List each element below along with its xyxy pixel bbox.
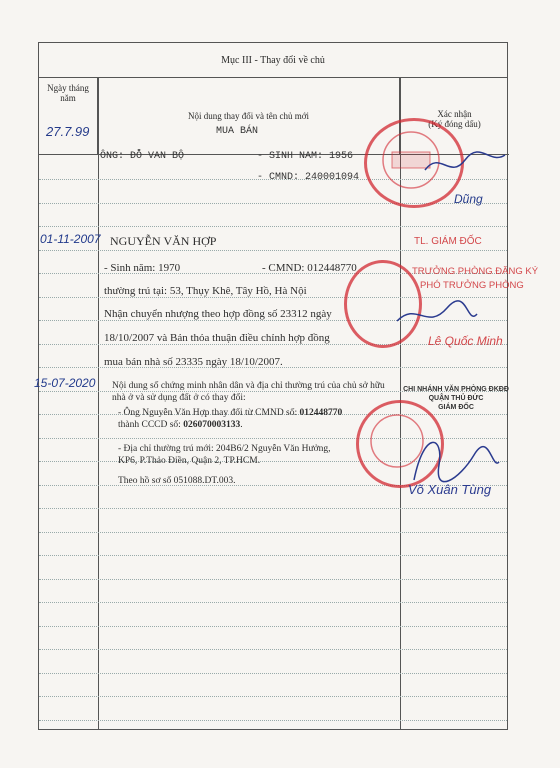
header-content-label: Nội dung thay đổi và tên chủ mới [188, 110, 309, 121]
header-date-label: Ngày tháng năm [47, 83, 89, 103]
entry2-signer: Lê Quốc Minh [428, 334, 503, 348]
ruled-line [39, 250, 507, 251]
entry3-item1-text2: thành CCCD số: [118, 420, 184, 430]
entry2-date: 01-11-2007 [40, 232, 101, 246]
entry2-stamp-title: TL. GIÁM ĐỐC [414, 236, 482, 247]
ruled-line [39, 673, 507, 674]
entry2-stamp-office: TRƯỞNG PHÒNG ĐĂNG KÝ [412, 266, 539, 277]
entry2-signature [392, 296, 482, 336]
entry3-item1-text: - Ông Nguyễn Văn Hợp thay đổi từ CMND số: [118, 408, 300, 418]
ruled-line [39, 555, 507, 556]
entry3-new-id: 026070003133 [183, 420, 241, 430]
entry2-id: - CMND: 012448770 [262, 262, 357, 274]
entry2-contract-line2: 18/10/2007 và Bản thỏa thuận điều chỉnh hợp đồng [104, 332, 330, 344]
entry3-office1: CHI NHÁNH VĂN PHÒNG ĐKĐĐ [403, 386, 509, 393]
entry1-signature [420, 140, 510, 190]
entry3-item1: - Ông Nguyễn Văn Hợp thay đổi từ CMND số: 012448770 thành CCCD số: 026070003133. [118, 408, 343, 430]
entry3-signature [404, 420, 504, 490]
entry1-signer: Dũng [454, 192, 483, 206]
ruled-line [39, 626, 507, 627]
ruled-line [39, 226, 507, 227]
entry1-type: MUA BÁN [216, 126, 259, 137]
ruled-line [39, 602, 507, 603]
entry3-office3: GIÁM ĐỐC [438, 404, 474, 411]
entry2-stamp-role: PHÓ TRƯỞNG PHÒNG [420, 280, 524, 291]
entry1-owner: ÔNG: ĐỖ VAN BỘ [100, 151, 185, 162]
entry1-date: 27.7.99 [46, 124, 90, 139]
entry3-signer: Võ Xuân Tùng [408, 482, 492, 497]
entry2-contract-line1: Nhận chuyển nhượng theo hợp đồng số 23312 ngày [104, 308, 332, 320]
header-confirm-label: Xác nhận [437, 108, 472, 119]
header-content [98, 77, 400, 155]
ruled-line [39, 532, 507, 533]
entry1-birth: - SINH NAM: 1956 [257, 151, 354, 162]
entry2-contract-line3: mua bán nhà số 23335 ngày 18/10/2007. [104, 356, 283, 368]
entry2-birth: - Sinh năm: 1970 [104, 262, 181, 274]
ruled-line [39, 649, 507, 650]
entry2-address: thường trú tại: 53, Thụy Khê, Tây Hồ, Hà Nội [104, 285, 307, 297]
entry3-old-id: 012448770 [299, 408, 343, 418]
ruled-line [39, 720, 507, 721]
ruled-line [39, 696, 507, 697]
entry3-address-line2: KP6, P.Thảo Điền, Quận 2, TP.HCM. [118, 456, 261, 466]
entry2-name: NGUYỄN VĂN HỢP [110, 234, 217, 248]
entry3-date: 15-07-2020 [34, 376, 96, 390]
entry3-office2: QUẬN THỦ ĐỨC [428, 395, 484, 402]
header-date [39, 77, 98, 155]
ruled-line [39, 579, 507, 580]
column-divider-1 [98, 77, 99, 729]
entry3-ref: Theo hồ sơ số 051088.DT.003. [118, 476, 236, 486]
header-confirm-sub: (Ký đóng dấu) [428, 118, 481, 129]
section-title: Mục III - Thay đổi về chủ [39, 43, 507, 78]
ruled-line [39, 508, 507, 509]
entry3-address-line1: - Địa chỉ thường trú mới: 204B6/2 Nguyễn Văn Hưởng, [118, 444, 331, 454]
entry1-id: - CMND: 240001094 [257, 172, 360, 183]
entry3-intro: Nội dung số chứng minh nhân dân và địa chỉ thường trú của chủ sở hữu nhà ở và sử dụng đất ở có thay đổi: [112, 381, 385, 403]
